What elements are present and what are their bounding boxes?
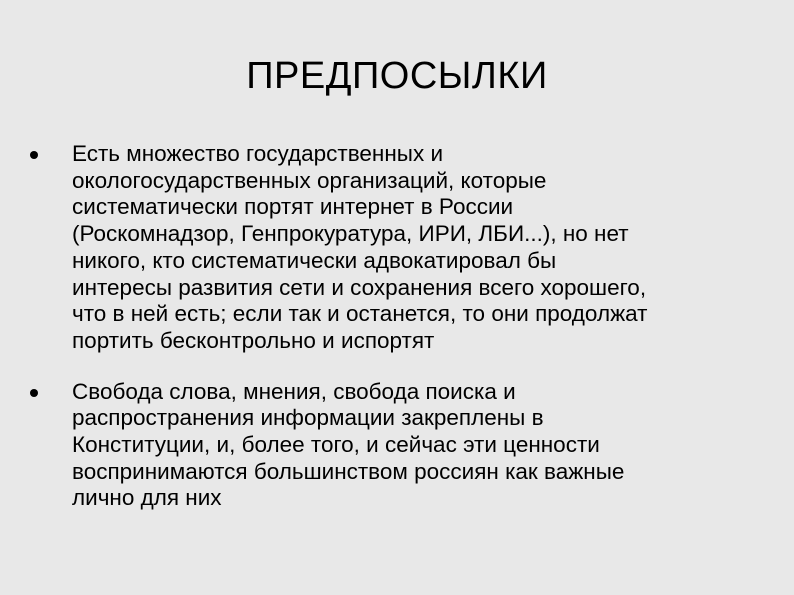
- bullet-line: Есть множество государственных и: [72, 141, 444, 166]
- bullet-line: интересы развития сети и сохранения всего хорошего,: [72, 274, 647, 300]
- bullet-line: что в ней есть; если так и останется, то они продолжат: [72, 301, 648, 327]
- bullet-line: распространения информации закреплены в: [72, 405, 544, 431]
- bullet-line: Свобода слова, мнения, свобода поиска и: [72, 378, 516, 404]
- bullet-line: никого, кто систематически адвокатировал бы: [72, 247, 557, 273]
- bullet-line: окологосударственных организаций, которые: [72, 167, 547, 193]
- bullet-dot-icon: [30, 151, 38, 159]
- bullet-text: [72, 141, 768, 355]
- bullet-item: [28, 141, 768, 355]
- bullet-line: лично для них: [72, 485, 222, 511]
- bullet-item: [28, 379, 768, 513]
- bullet-list: [28, 141, 768, 536]
- slide-title: ПРЕДПОСЫЛКИ: [246, 55, 548, 97]
- bullet-line: портить бесконтрольно и испортят: [72, 327, 435, 353]
- bullet-text: [72, 379, 768, 513]
- bullet-line: систематически портят интернет в России: [72, 194, 514, 220]
- bullet-line: воспринимаются большинством россиян как важные: [72, 458, 625, 484]
- bullet-dot-icon: [30, 389, 38, 397]
- bullet-line: Конституции, и, более того, и сейчас эти ценности: [72, 432, 600, 458]
- bullet-line: (Роскомнадзор, Генпрокуратура, ИРИ, ЛБИ...), но нет: [72, 221, 629, 247]
